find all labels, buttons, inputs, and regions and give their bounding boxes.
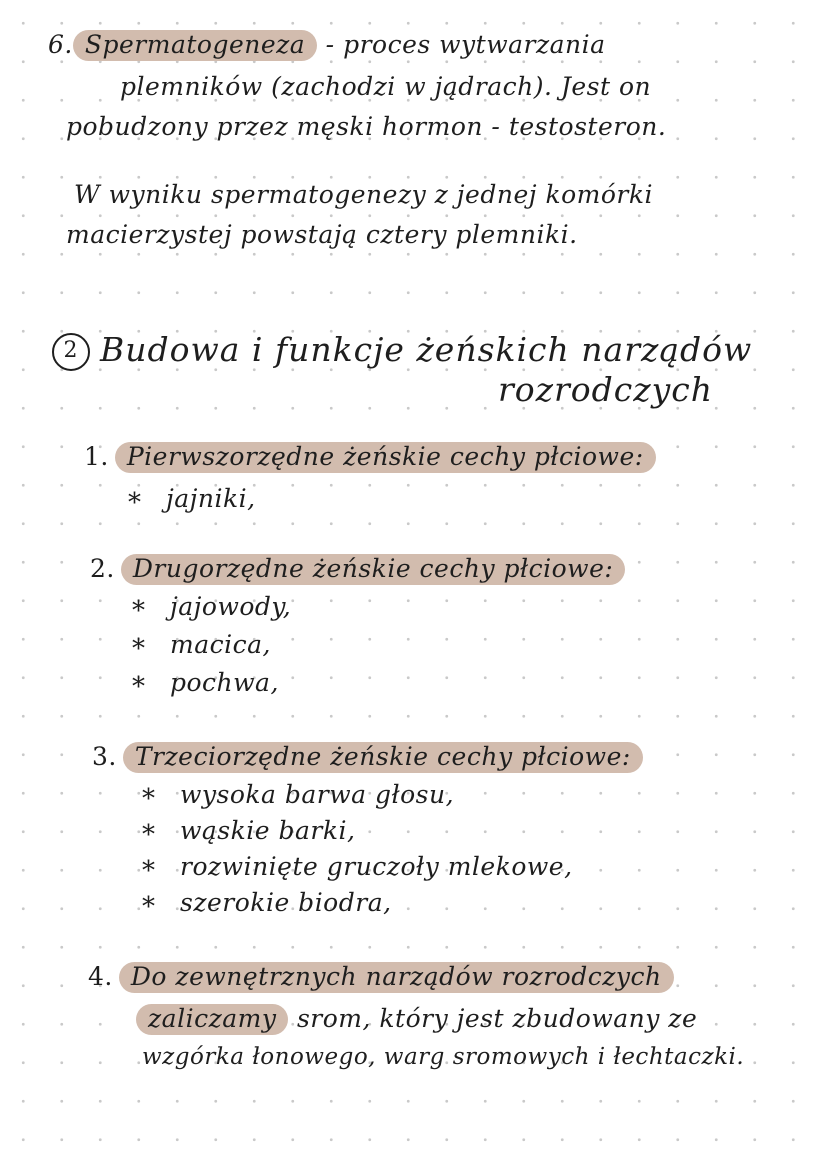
bullet-star: * xyxy=(132,672,145,702)
circled-section-number: 2 xyxy=(52,333,90,371)
group-3-item-4: szerokie biodra, xyxy=(180,888,392,917)
group-4-highlight-1: Do zewnętrznych narządów rozrodczych xyxy=(119,962,674,993)
group-1-heading xyxy=(84,442,656,471)
bullet-star: * xyxy=(142,856,155,886)
group-1-title: Pierwszorzędne żeńskie cechy płciowe: xyxy=(115,442,656,473)
section-title xyxy=(52,330,752,371)
group-3-heading xyxy=(92,742,643,771)
section-title-line-2: rozrodczych xyxy=(498,370,714,409)
section-number: 6. xyxy=(48,30,73,59)
bullet-star: * xyxy=(128,488,141,518)
spermatogenesis-line-1 xyxy=(48,30,606,59)
definition-start: - proces wytwarzania xyxy=(325,30,606,59)
bullet-star: * xyxy=(142,892,155,922)
highlighted-term: Spermatogeneza xyxy=(73,30,317,61)
group-2-item-2: macica, xyxy=(170,630,271,659)
section-title-text: Budowa i funkcje żeńskich narządów xyxy=(100,330,753,369)
group-3-number: 3. xyxy=(92,742,117,771)
group-4-line-2 xyxy=(136,1004,697,1033)
group-2-item-1: jajowody, xyxy=(170,592,292,621)
group-3-item-2: wąskie barki, xyxy=(180,816,356,845)
group-4-line-2-text: srom, który jest zbudowany ze xyxy=(296,1004,698,1033)
group-4-line-3: wzgórka łonowego, warg sromowych i łechtaczki. xyxy=(142,1044,745,1070)
bullet-star: * xyxy=(132,596,145,626)
group-2-item-3: pochwa, xyxy=(170,668,279,697)
group-3-item-1: wysoka barwa głosu, xyxy=(180,780,455,809)
spermatogenesis-paragraph-line-1: W wyniku spermatogenezy z jednej komórki xyxy=(74,180,653,209)
group-2-number: 2. xyxy=(90,554,115,583)
bullet-star: * xyxy=(142,784,155,814)
group-1-number: 1. xyxy=(84,442,109,471)
spermatogenesis-line-2: plemników (zachodzi w jądrach). Jest on xyxy=(120,72,652,101)
group-1-item-1: jajniki, xyxy=(166,484,256,513)
bullet-star: * xyxy=(132,634,145,664)
group-4-number: 4. xyxy=(88,962,113,991)
spermatogenesis-paragraph-line-2: macierzystej powstają cztery plemniki. xyxy=(66,220,578,249)
group-3-title: Trzeciorzędne żeńskie cechy płciowe: xyxy=(123,742,643,773)
group-4-highlight-2: zaliczamy xyxy=(136,1004,288,1035)
group-3-item-3: rozwinięte gruczoły mlekowe, xyxy=(180,852,573,881)
spermatogenesis-line-3: pobudzony przez męski hormon - testosteron. xyxy=(66,112,667,141)
group-4-line-1 xyxy=(88,962,674,991)
bullet-star: * xyxy=(142,820,155,850)
group-2-heading xyxy=(90,554,625,583)
group-2-title: Drugorzędne żeńskie cechy płciowe: xyxy=(121,554,625,585)
